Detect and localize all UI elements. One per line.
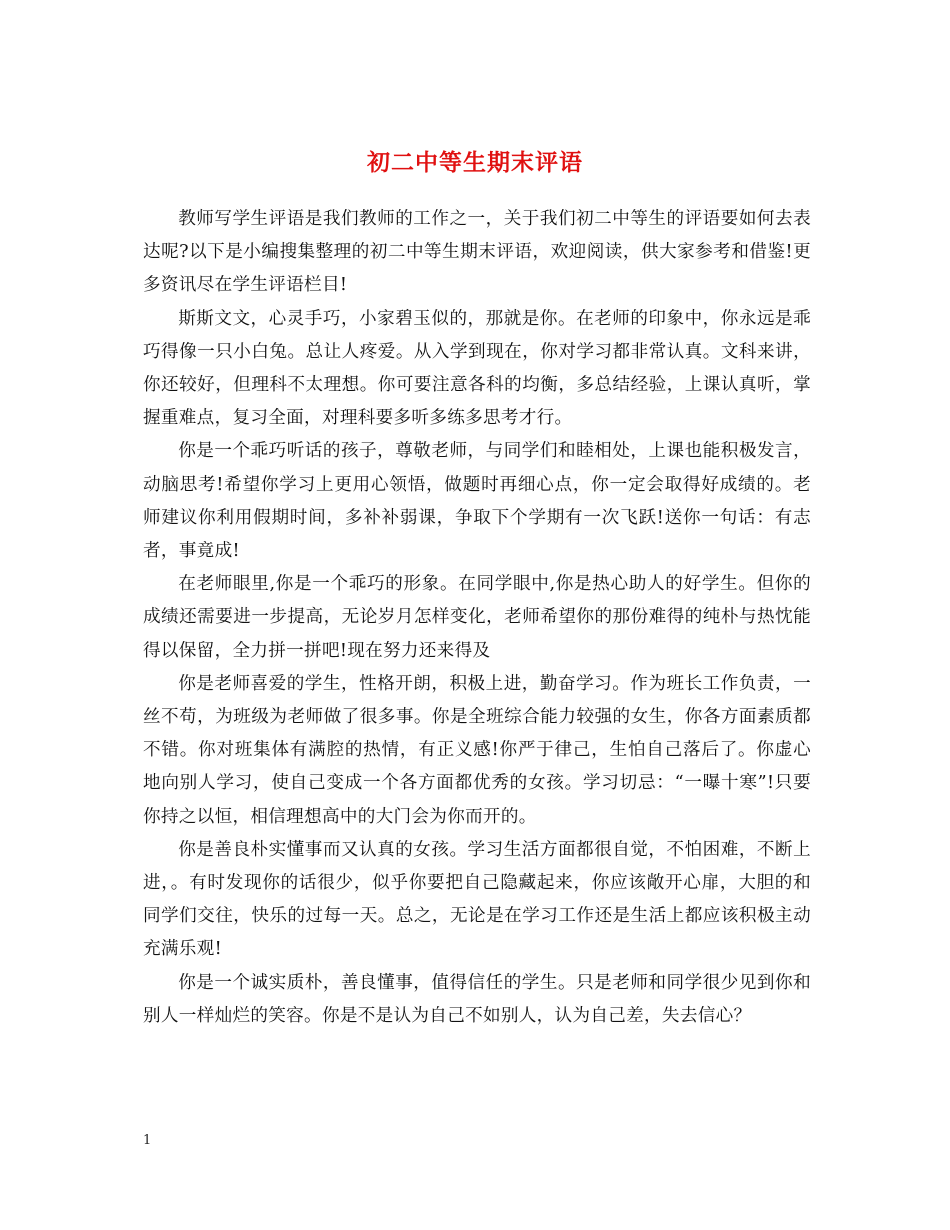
paragraph-comment-3: 在老师眼里,你是一个乖巧的形象。在同学眼中,你是热心助人的好学生。但你的成绩还需要进一步提高，无论岁月怎样变化，老师希望你的那份难得的纯朴与热忱能得以保留，全力拼一拼吧!现在努力还来得及 <box>143 574 811 661</box>
document-body <box>143 203 811 1033</box>
page-number: 1 <box>143 1133 152 1148</box>
paragraph-comment-1: 斯斯文文，心灵手巧，小家碧玉似的，那就是你。在老师的印象中，你永远是乖巧得像一只小白兔。总让人疼爱。从入学到现在，你对学习都非常认真。文科来讲，你还较好，但理科不太理想。你可要注意各科的均衡，多总结经验，上课认真听，掌握重难点，复习全面，对理科要多听多练多思考才行。 <box>143 308 811 429</box>
page-title: 初二中等生期末评语 <box>367 149 583 177</box>
paragraph-intro: 教师写学生评语是我们教师的工作之一，关于我们初二中等生的评语要如何去表达呢?以下是小编搜集整理的初二中等生期末评语，欢迎阅读，供大家参考和借鉴!更多资讯尽在学生评语栏目! <box>143 209 811 296</box>
paragraph-comment-6: 你是一个诚实质朴，善良懂事，值得信任的学生。只是老师和同学很少见到你和别人一样灿烂的笑容。你是不是认为自己不如别人，认为自己差，失去信心？ <box>143 972 811 1026</box>
paragraph-comment-5: 你是善良朴实懂事而又认真的女孩。学习生活方面都很自觉，不怕困难，不断上进，。有时发现你的话很少，似乎你要把自己隐藏起来，你应该敞开心扉，大胆的和同学们交往，快乐的过每一天。总之，无论是在学习工作还是生活上都应该积极主动充满乐观! <box>143 839 811 960</box>
paragraph-comment-4: 你是老师喜爱的学生，性格开朗，积极上进，勤奋学习。作为班长工作负责，一丝不苟，为班级为老师做了很多事。你是全班综合能力较强的女生，你各方面素质都不错。你对班集体有满腔的热情，有正义感!你严于律己，生怕自己落后了。你虚心地向别人学习，使自己变成一个各方面都优秀的女孩。学习切忌：“一曝十寒”!只要你持之以恒，相信理想高中的大门会为你而开的。 <box>143 673 811 827</box>
paragraph-comment-2: 你是一个乖巧听话的孩子，尊敬老师，与同学们和睦相处，上课也能积极发言，动脑思考!希望你学习上更用心领悟，做题时再细心点，你一定会取得好成绩的。老师建议你利用假期时间，多补补弱课，争取下个学期有一次飞跃!送你一句话：有志者，事竟成! <box>143 441 811 562</box>
